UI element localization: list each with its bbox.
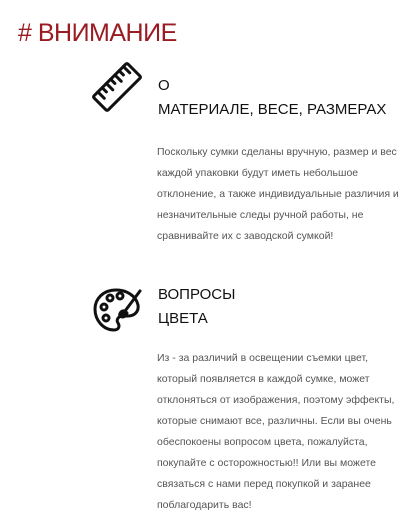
body-line: который появляется в каждой сумке, может (157, 373, 370, 385)
body-line: поблагодарить вас! (157, 499, 252, 511)
palette-brush-icon (92, 285, 142, 335)
heading-line: ЦВЕТА (158, 310, 208, 327)
body-line: которые снимают все, различны. Если вы очень (157, 415, 392, 427)
body-line: обеспокоены вопросом цвета, пожалуйста, (157, 436, 368, 448)
heading-line: МАТЕРИАЛЕ, ВЕСЕ, РАЗМЕРАХ (158, 101, 387, 118)
body-line: каждой упаковки будут иметь небольшое (157, 167, 359, 179)
ruler-icon (92, 62, 142, 112)
heading-line: О (158, 77, 170, 94)
body-line: сравнивайте их с заводской сумкой! (157, 230, 334, 242)
page-title: # ВНИМАНИЕ (18, 19, 177, 47)
section-heading (158, 283, 235, 331)
section-heading (158, 74, 386, 122)
body-line: Из - за различий в освещении съемки цвет, (157, 352, 369, 364)
section-body (157, 348, 397, 516)
body-line: покупайте с осторожностью!! Или вы можете (157, 457, 376, 469)
section-body (157, 142, 397, 247)
body-line: связаться с нами перед покупкой и заранее (157, 478, 371, 490)
body-line: отклоняться от изображения, поэтому эффекты, (157, 394, 395, 406)
body-line: отклонение, а также индивидуальные различия и (157, 188, 399, 200)
body-line: Поскольку сумки сделаны вручную, размер и вес (157, 146, 397, 158)
heading-line: ВОПРОСЫ (158, 286, 236, 303)
body-line: незначительные следы ручной работы, не (157, 209, 364, 221)
